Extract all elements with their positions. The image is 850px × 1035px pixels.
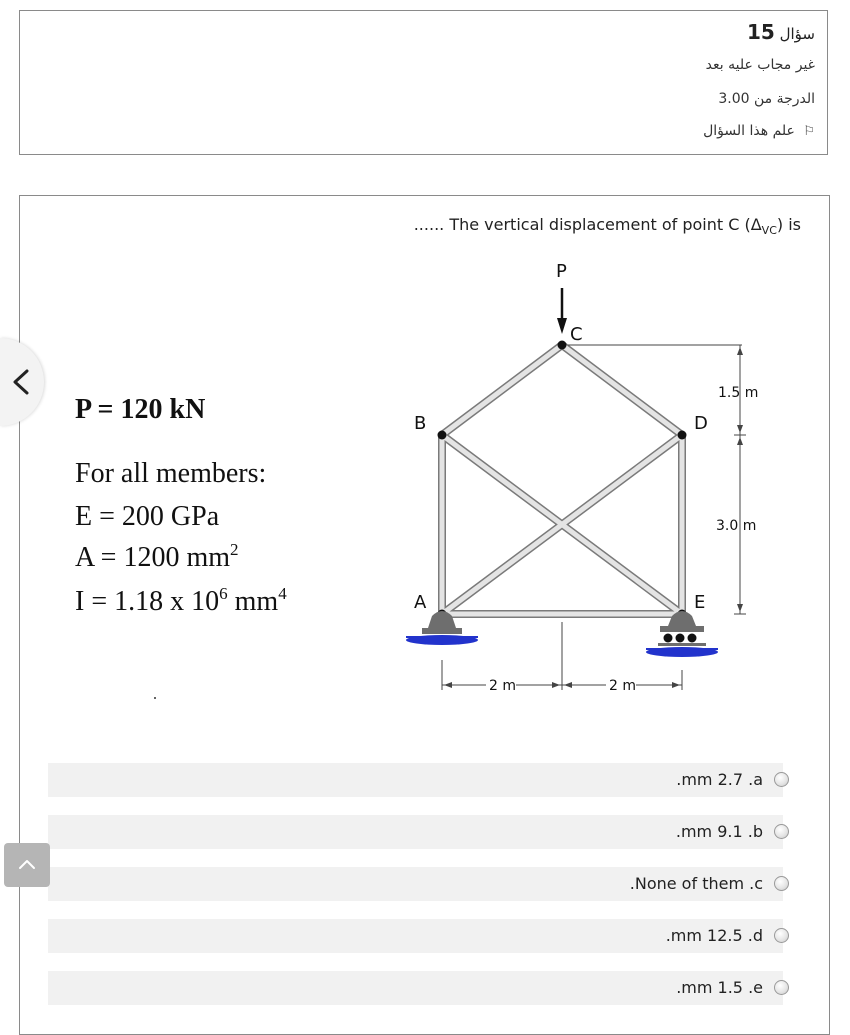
chevron-left-icon (9, 368, 33, 396)
load-arrow-icon (557, 318, 567, 334)
option-a[interactable] (48, 763, 783, 797)
truss-members-outline (442, 345, 682, 614)
question-text-main: ...... The vertical displacement of point C (Δ (413, 215, 762, 234)
joint-c (558, 341, 567, 350)
option-c[interactable] (48, 867, 783, 901)
label-a: A (414, 592, 427, 613)
joint-b (438, 431, 447, 440)
question-word: سؤال (779, 25, 815, 43)
joint-d (678, 431, 687, 440)
members-heading-text: For all members: (75, 458, 267, 489)
option-d-radio[interactable] (774, 928, 789, 943)
option-a-label: .mm 2.7 .a (676, 770, 763, 789)
question-text-subscript: VC (761, 224, 777, 238)
label-d: D (694, 413, 708, 434)
dim-top-label: 1.5 m (718, 385, 759, 401)
question-text-end: ) is (776, 215, 801, 234)
chevron-up-icon (18, 858, 36, 870)
label-e: E (694, 592, 706, 613)
option-b[interactable] (48, 815, 783, 849)
option-b-label: .mm 9.1 .b (675, 822, 763, 841)
horizontal-dimensions (442, 622, 682, 690)
flag-question-label: علم هذا السؤال (703, 123, 795, 139)
question-grade: الدرجة من 3.00 (718, 91, 815, 107)
question-number-value: 15 (746, 20, 775, 44)
option-d[interactable] (48, 919, 783, 953)
label-p: P (556, 261, 567, 282)
scroll-top-button[interactable] (4, 843, 50, 887)
option-b-radio[interactable] (774, 824, 789, 839)
load-value-text: P = 120 kN (75, 394, 206, 425)
dim-right-label: 2 m (609, 678, 636, 694)
option-e-label: .mm 1.5 .e (676, 978, 763, 997)
area-text: A = 1200 $mm^2$ (75, 540, 239, 573)
dim-side-label: 3.0 m (716, 518, 757, 534)
dim-left-label: 2 m (489, 678, 516, 694)
inertia-text: I = 1.18 x $10^6$ $mm^4$ (75, 584, 287, 617)
question-status: غير مجاب عليه بعد (705, 57, 815, 73)
option-e[interactable] (48, 971, 783, 1005)
option-d-label: .mm 12.5 .d (665, 926, 763, 945)
label-c: C (570, 324, 583, 345)
label-b: B (414, 413, 427, 434)
truss-members-fill (442, 345, 682, 614)
modulus-text: E = 200 GPa (75, 501, 220, 532)
option-c-radio[interactable] (774, 876, 789, 891)
option-e-radio[interactable] (774, 980, 789, 995)
option-c-label: .None of them .c (629, 874, 763, 893)
option-a-radio[interactable] (774, 772, 789, 787)
flag-outline-icon: ⚐ (803, 124, 815, 139)
